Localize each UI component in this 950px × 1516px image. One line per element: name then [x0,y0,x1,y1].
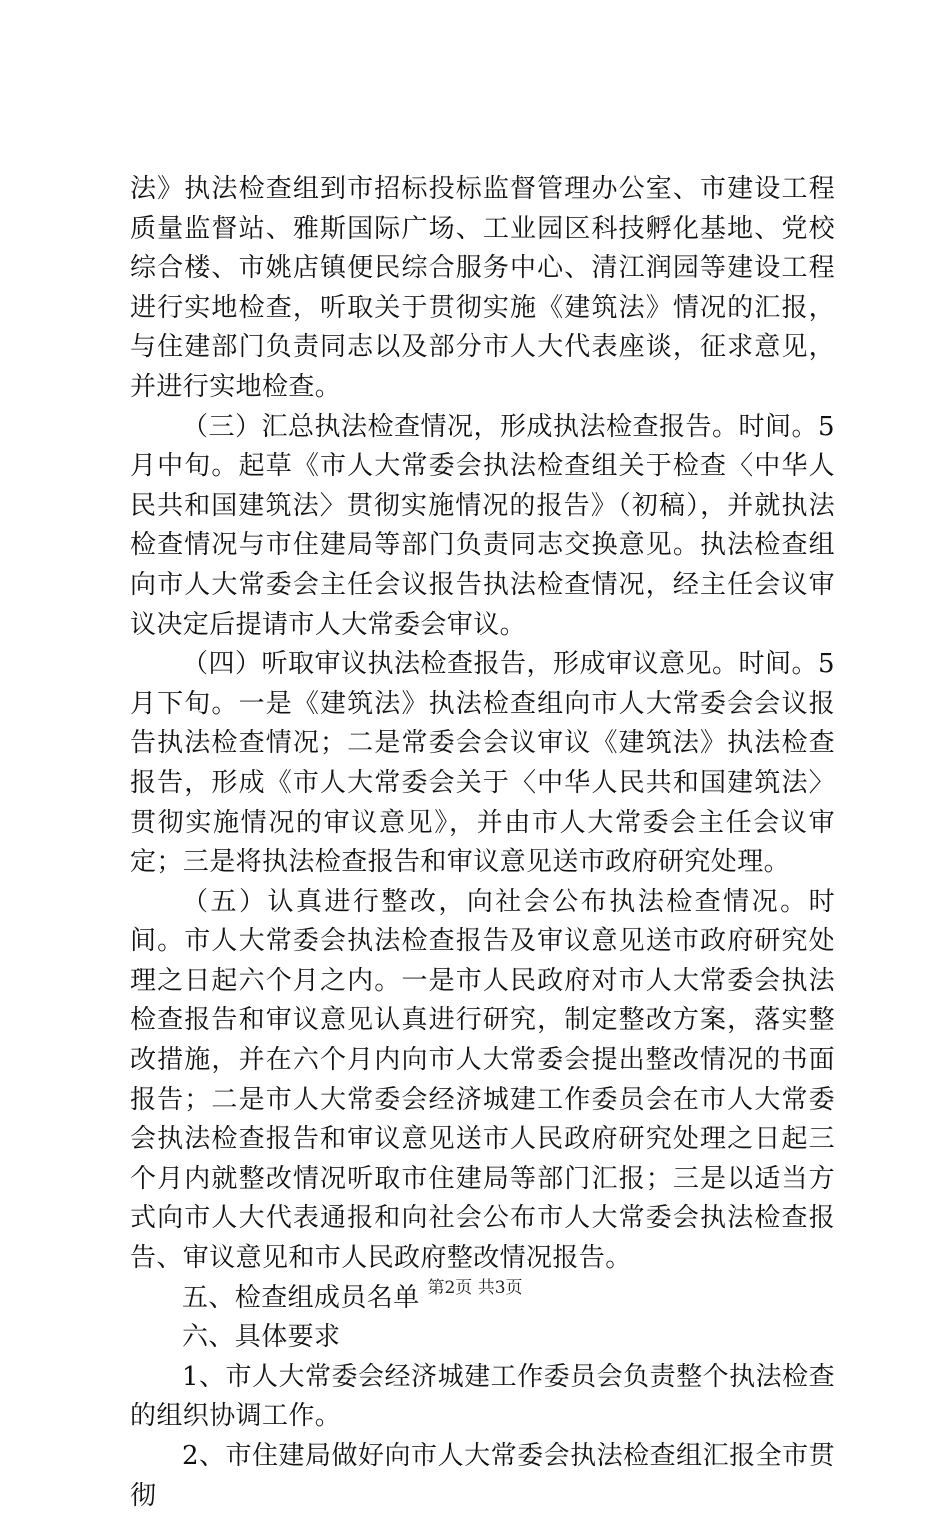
paragraph-continued: 法》执法检查组到市招标投标监督管理办公室、市建设工程质量监督站、雅斯国际广场、工业园区科技孵化基地、党校综合楼、市姚店镇便民综合服务中心、清江润园等建设工程进行实地检查，听取关于贯彻实施《建筑法》情况的汇报，与住建部门负责同志以及部分市人大代表座谈，征求意见，并进行实地检查。 [130,174,835,402]
page-number-footer: 第2页 共3页 [427,1278,523,1298]
heading-requirements: 六、具体要求 [182,1322,341,1353]
paragraph-section-3: （三）汇总执法检查情况，形成执法检查报告。时间。5月中旬。起草《市人大常委会执法检查组关于检查〈中华人民共和国建筑法〉贯彻实施情况的报告》（初稿），并就执法检查情况与市住建局等部门负责同志交换意见。执法检查组向市人大常委会主任会议报告执法检查情况，经主任会议审议决定后提请市人大常委会审议。 [130,411,835,640]
heading-member-list: 五、检查组成员名单 [182,1282,420,1313]
document-body [130,170,835,1516]
requirement-item-1: 1、市人大常委会经济城建工作委员会负责整个执法检查的组织协调工作。 [130,1361,835,1432]
paragraph-section-5: （五）认真进行整改，向社会公布执法检查情况。时间。市人大常委会执法检查报告及审议意见送市政府研究处理之日起六个月之内。一是市人民政府对市人大常委会执法检查报告和审议意见认真进行研究，制定整改方案，落实整改措施，并在六个月内向市人大常委会提出整改情况的书面报告；二是市人大常委会经济城建工作委员会在市人大常委会执法检查报告和审议意见送市人民政府研究处理之日起三个月内就整改情况听取市住建局等部门汇报；三是以适当方式向市人大代表通报和向社会公布市人大常委会执法检查报告、审议意见和市人民政府整改情况报告。 [130,886,835,1274]
requirement-item-2: 2、市住建局做好向市人大常委会执法检查组汇报全市贯彻 [130,1441,835,1511]
paragraph-section-4: （四）听取审议执法检查报告，形成审议意见。时间。5月下旬。一是《建筑法》执法检查组向市人大常委会会议报告执法检查情况；二是常委会会议审议《建筑法》执法检查报告，形成《市人大常委会关于〈中华人民共和国建筑法〉贯彻实施情况的审议意见》，并由市人大常委会主任会议审定；三是将执法检查报告和审议意见送市政府研究处理。 [130,649,835,878]
